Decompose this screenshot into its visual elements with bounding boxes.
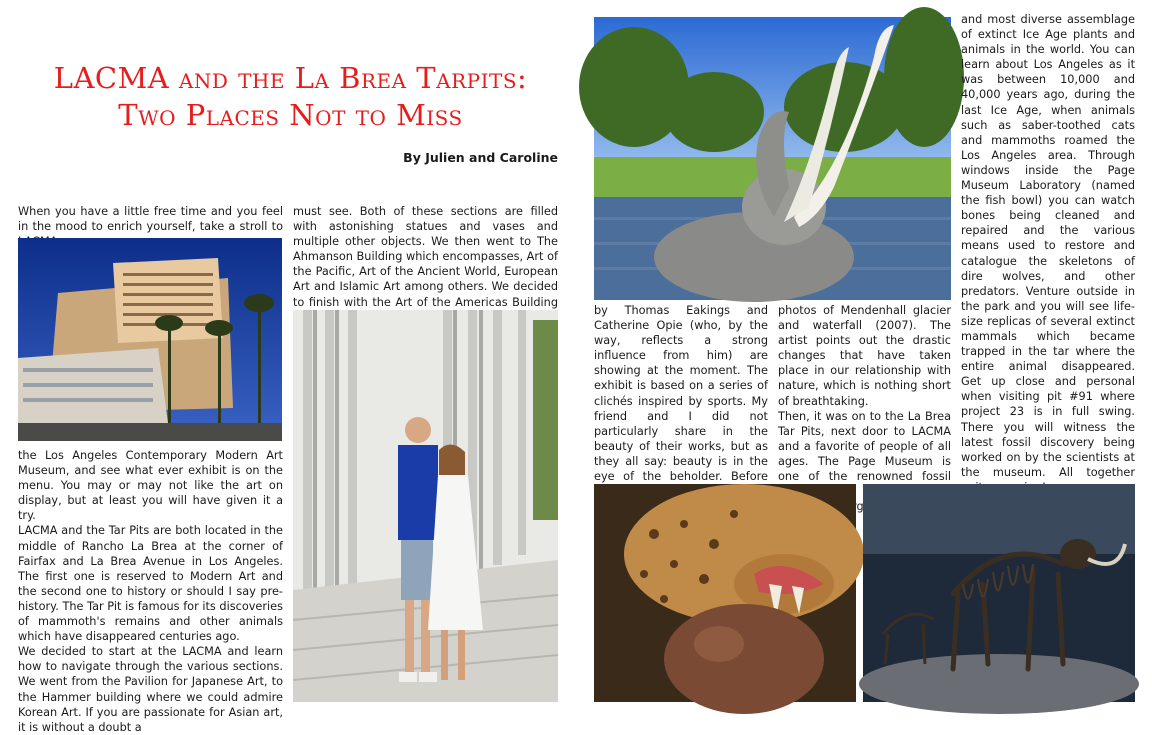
title-line-1: LACMA and the La Brea Tarpits:	[53, 61, 528, 95]
tar-pit-mammoth-photo	[594, 17, 951, 300]
col5-paragraph-1: and most diverse assemblage of extinct Ice Age plants and animals in the world. You can learn about Los Angeles as it was between 10,000 and 40,000 years ago, during the last Ice Age, when animals such as saber-toothed cats and mammoths roamed the Los Angeles area. Through windows inside the Page Museum Laboratory (named the fish bowl) you can watch bones being cleaned and repaired and the various means used to restore and catalogue the skeletons of dire wolves, and other predators. Venture outside in the park and you will see life-size replicas of several extinct mammals which became trapped in the tar where the entire animal disappeared. Get up close and personal when visiting pit #91 where project 23 is in full swing. There you will witness the latest fossil discovery being worked on by the scientists at the museum. All together	[961, 13, 1135, 479]
col1-paragraph-1: When you have a little free time and you feel in the mood to enrich yourself, take a stroll to	[18, 205, 283, 234]
col3-paragraph-1: by Thomas Eakings and Catherine Opie (who, by the way, reflects a strong influence from him) are showing at the moment. The exhibit is based on a series of clichés inspired by sports. My friend and I did not particularly share in the beauty of their works, but as they all say: beauty is in the eye of the beholder. Before	[594, 304, 768, 484]
byline: By Julien and Caroline	[403, 150, 558, 165]
column-3	[594, 303, 768, 514]
col4-paragraph-2: Then, it was on to the La Brea Tar Pits, next door to LACMA and a favorite of people of all ages. The Page Museum is one of the renowned fossil largest	[778, 409, 951, 514]
saber-tooth-cat-photo	[594, 484, 856, 702]
col1-paragraph-3: LACMA and the Tar Pits are both located in the middle of Rancho La Brea at the corner of Fairfax and La Brea Avenue in Los Angeles. The first one is reserved to Modern Art and the second one to history or should I say pre-history. The Tar Pit is famous for its discoveries of mammoth's remains and other animals which have disappeared centuries ago.	[18, 524, 283, 644]
col1-paragraph-2: the Los Angeles Contemporary Modern Art Museum, and see what ever exhibit is on the menu. You may or may not like the art on display, but at least you will have given it a try.	[18, 449, 283, 523]
column-4	[778, 303, 951, 514]
col4-paragraph-1: photos of Mendenhall glacier and waterfall (2007). The artist points out the drastic changes that have taken place in our relationship with nature, which is nothing short of breathtaking.	[778, 304, 951, 408]
lacma-building-photo	[18, 238, 282, 441]
col1-paragraph-4: We decided to start at the LACMA and learn how to navigate through the various sections. We went from the Pavilion for Japanese Art, to the Hammer building where we could admire Korean Art. If you are passionate for Asian art, it is without a doubt a	[18, 645, 283, 734]
urban-light-couple-photo	[293, 310, 558, 702]
column-2	[293, 204, 558, 325]
article-title	[18, 60, 563, 134]
mammoth-skeleton-photo	[863, 484, 1135, 702]
column-1-bottom	[18, 448, 283, 735]
title-line-2: Two Places Not to Miss	[118, 98, 463, 132]
column-5	[961, 12, 1135, 540]
col2-paragraph-1: must see. Both of these sections are filled with astonishing statues and vases and multiple other objects. We then went to The Ahmanson Building which encompasses, Art of the Pacific, Art of the Ancient World, European Art and Islamic Art among others. We decided to finish with the Art of the Americas Building	[293, 205, 558, 309]
